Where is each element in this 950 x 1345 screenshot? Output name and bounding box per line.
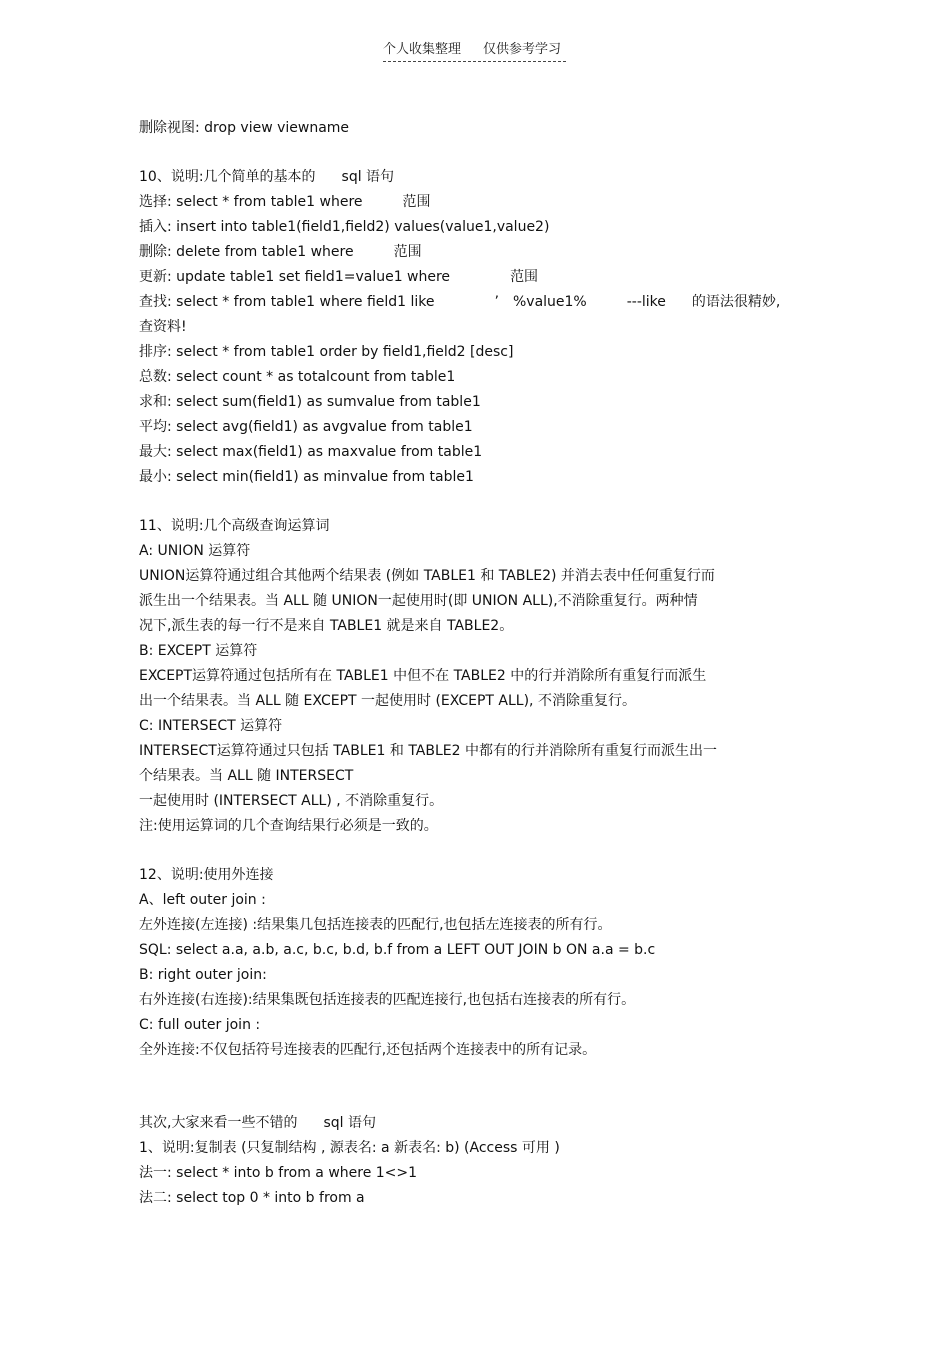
section-12-title: 12、说明:使用外连接 <box>139 867 274 883</box>
update-code: 更新: update table1 set field1=value1 where <box>139 269 451 285</box>
find-note: 的语法很精妙, <box>691 294 781 310</box>
method-1-line: 法一: select * into b from a where 1<>1 <box>139 1165 418 1181</box>
method-2-line: 法二: select top 0 * into b from a <box>139 1190 365 1206</box>
full-join-heading: C: full outer join : <box>139 1017 261 1033</box>
avg-line: 平均: select avg(field1) as avgvalue from table1 <box>139 419 473 435</box>
intersect-paragraph-1: INTERSECT运算符通过只包括 TABLE1 和 TABLE2 中都有的行并消除所有重复行而派生出一 <box>139 743 717 759</box>
union-heading: A: UNION 运算符 <box>139 543 251 559</box>
drop-view-line: 删除视图: drop view viewname <box>139 120 350 136</box>
section-10-title-text: 10、说明:几个简单的基本的 <box>139 169 316 185</box>
find-like: ---like <box>626 294 666 310</box>
next-section-text: 其次,大家来看一些不错的 <box>139 1115 298 1131</box>
except-paragraph-1: EXCEPT运算符通过包括所有在 TABLE1 中但不在 TABLE2 中的行并消除所有重复行而派生 <box>139 668 707 684</box>
intersect-paragraph-2: 个结果表。当 ALL 随 INTERSECT <box>139 768 354 784</box>
except-paragraph-2: 出一个结果表。当 ALL 随 EXCEPT 一起使用时 (EXCEPT ALL), 不消除重复行。 <box>139 693 636 709</box>
intersect-heading: C: INTERSECT 运算符 <box>139 718 283 734</box>
select-code: 选择: select * from table1 where <box>139 194 363 210</box>
right-join-description: 右外连接(右连接):结果集既包括连接表的匹配连接行,也包括右连接表的所有行。 <box>139 992 636 1008</box>
union-paragraph-1: UNION运算符通过组合其他两个结果表 (例如 TABLE1 和 TABLE2) 并消去表中任何重复行而 <box>139 568 715 584</box>
union-paragraph-2: 派生出一个结果表。当 ALL 随 UNION一起使用时(即 UNION ALL),不消除重复行。两种情 <box>139 593 698 609</box>
copy-table-title: 1、说明:复制表 (只复制结构 , 源表名: a 新表名: b) (Access 可用 ) <box>139 1140 560 1156</box>
find-line <box>139 290 799 315</box>
find-quote: ’ <box>494 294 499 310</box>
total-line: 总数: select count * as totalcount from table1 <box>139 369 456 385</box>
document-body <box>139 116 799 1211</box>
left-join-heading: A、left outer join : <box>139 892 266 908</box>
delete-range: 范围 <box>393 244 422 260</box>
left-join-sql: SQL: select a.a, a.b, a.c, b.c, b.d, b.f from a LEFT OUT JOIN b ON a.a = b.c <box>139 942 656 958</box>
find-pattern: %value1% <box>512 294 587 310</box>
left-join-description: 左外连接(左连接) :结果集几包括连接表的匹配行,也包括左连接表的所有行。 <box>139 917 612 933</box>
sum-line: 求和: select sum(field1) as sumvalue from table1 <box>139 394 481 410</box>
select-range: 范围 <box>402 194 431 210</box>
select-line <box>139 190 799 215</box>
section-10-title <box>139 165 799 190</box>
header-right-text: 仅供参考学习 <box>483 42 562 57</box>
max-line: 最大: select max(field1) as maxvalue from table1 <box>139 444 483 460</box>
note-line: 注:使用运算词的几个查询结果行必须是一致的。 <box>139 818 438 834</box>
next-section-title <box>139 1111 799 1136</box>
header-left-text: 个人收集整理 <box>383 42 462 57</box>
right-join-heading: B: right outer join: <box>139 967 267 983</box>
find-code: 查找: select * from table1 where field1 like <box>139 294 435 310</box>
next-section-sql: sql 语句 <box>323 1115 376 1131</box>
delete-code: 删除: delete from table1 where <box>139 244 354 260</box>
union-paragraph-3: 况下,派生表的每一行不是来自 TABLE1 就是来自 TABLE2。 <box>139 618 514 634</box>
page-header <box>383 38 566 62</box>
full-join-description: 全外连接:不仅包括符号连接表的匹配行,还包括两个连接表中的所有记录。 <box>139 1042 597 1058</box>
except-heading: B: EXCEPT 运算符 <box>139 643 258 659</box>
min-line: 最小: select min(field1) as minvalue from table1 <box>139 469 474 485</box>
section-11-title: 11、说明:几个高级查询运算词 <box>139 518 330 534</box>
intersect-paragraph-3: 一起使用时 (INTERSECT ALL) , 不消除重复行。 <box>139 793 444 809</box>
update-line <box>139 265 799 290</box>
section-10-title-sql: sql 语句 <box>341 169 395 185</box>
insert-line: 插入: insert into table1(field1,field2) values(value1,value2) <box>139 219 550 235</box>
update-range: 范围 <box>510 269 539 285</box>
sort-line: 排序: select * from table1 order by field1,field2 [desc] <box>139 344 514 360</box>
delete-line <box>139 240 799 265</box>
find-continued: 查资料! <box>139 319 187 335</box>
